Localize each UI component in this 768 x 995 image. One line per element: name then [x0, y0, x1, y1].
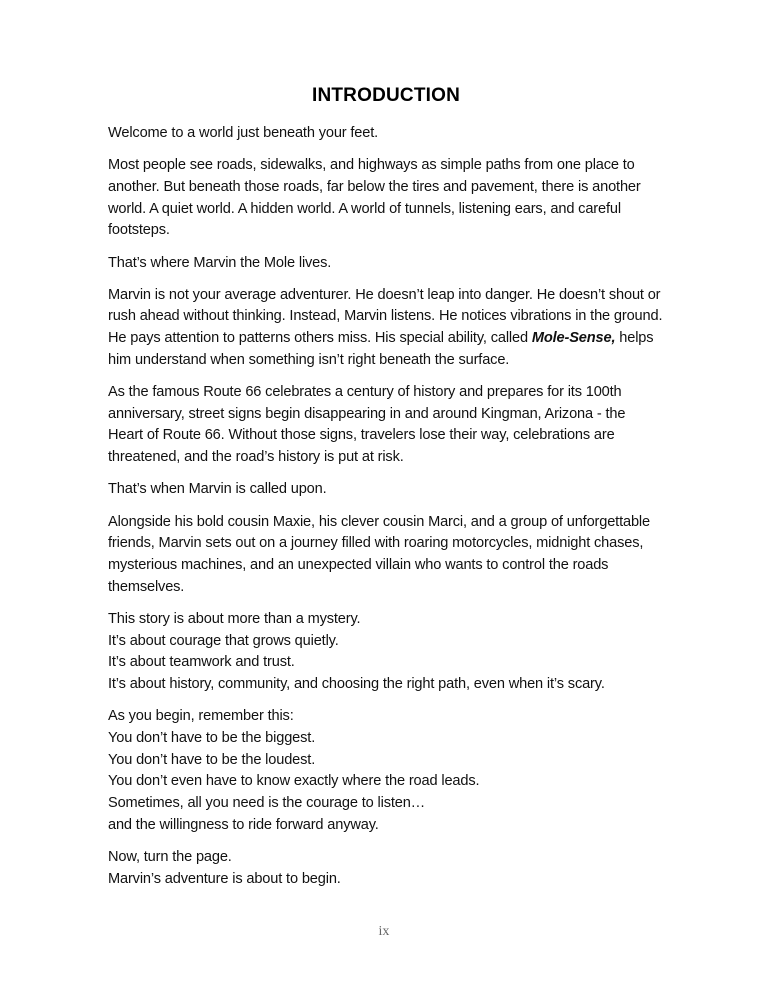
remember-line: Sometimes, all you need is the courage to listen… — [108, 794, 426, 811]
remember-line: and the willingness to ride forward anyway. — [108, 816, 379, 833]
mole-sense-emphasis: Mole-Sense, — [531, 330, 616, 347]
story-line: It’s about teamwork and trust. — [108, 654, 295, 671]
paragraph-story-about — [108, 609, 664, 696]
page-number: ix — [378, 924, 390, 939]
mole-sense-text-before: Marvin is not your average adventurer. He doesn’t leap into danger. He doesn’t shout or rush ahead without thinking. Instead, Marvin listens. He notices vibrations in the ground. He pays attention to patterns others miss. His special ability, called — [108, 286, 663, 347]
story-line: It’s about courage that grows quietly. — [108, 632, 339, 649]
document-page — [108, 83, 664, 901]
page-title: INTRODUCTION — [311, 85, 461, 106]
paragraph-route-66: As the famous Route 66 celebrates a century of history and prepares for its 100th anniversary, street signs begin disappearing in and around Kingman, Arizona - the Heart of Route 66. Without those signs, travelers lose their way, celebrations are threatened, and the road’s history is put at risk. — [108, 384, 626, 466]
remember-line: As you begin, remember this: — [108, 708, 294, 725]
remember-line: You don’t have to be the loudest. — [108, 751, 316, 768]
paragraph-mole-sense — [108, 285, 664, 372]
paragraph-welcome: Welcome to a world just beneath your feet. — [108, 125, 379, 141]
paragraph-closing — [108, 847, 664, 890]
mole-sense-text-after: helps him understand when something isn’t right beneath the surface. — [108, 330, 654, 368]
remember-line: You don’t even have to know exactly where the road leads. — [108, 773, 480, 790]
paragraph-journey: Alongside his bold cousin Maxie, his clever cousin Marci, and a group of unforgettable friends, Marvin sets out on a journey filled with roaring motorcycles, midnight chases, mysterious machines, and an unexpected villain who wants to control the roads themselves. — [108, 513, 650, 595]
story-line: This story is about more than a mystery. — [108, 610, 361, 627]
paragraph-marvin-lives: That’s where Marvin the Mole lives. — [108, 254, 332, 271]
paragraph-remember — [108, 706, 664, 836]
closing-line: Now, turn the page. — [108, 848, 232, 865]
paragraph-called-upon: That’s when Marvin is called upon. — [108, 481, 327, 498]
closing-line: Marvin’s adventure is about to begin. — [108, 870, 341, 887]
story-line: It’s about history, community, and choosing the right path, even when it’s scary. — [108, 675, 605, 692]
remember-line: You don’t have to be the biggest. — [108, 729, 316, 746]
paragraph-another-world: Most people see roads, sidewalks, and highways as simple paths from one place to another. But beneath those roads, far below the tires and pavement, there is another world. A quiet world. A hidden world. A world of tunnels, listening ears, and careful footsteps. — [108, 157, 641, 239]
